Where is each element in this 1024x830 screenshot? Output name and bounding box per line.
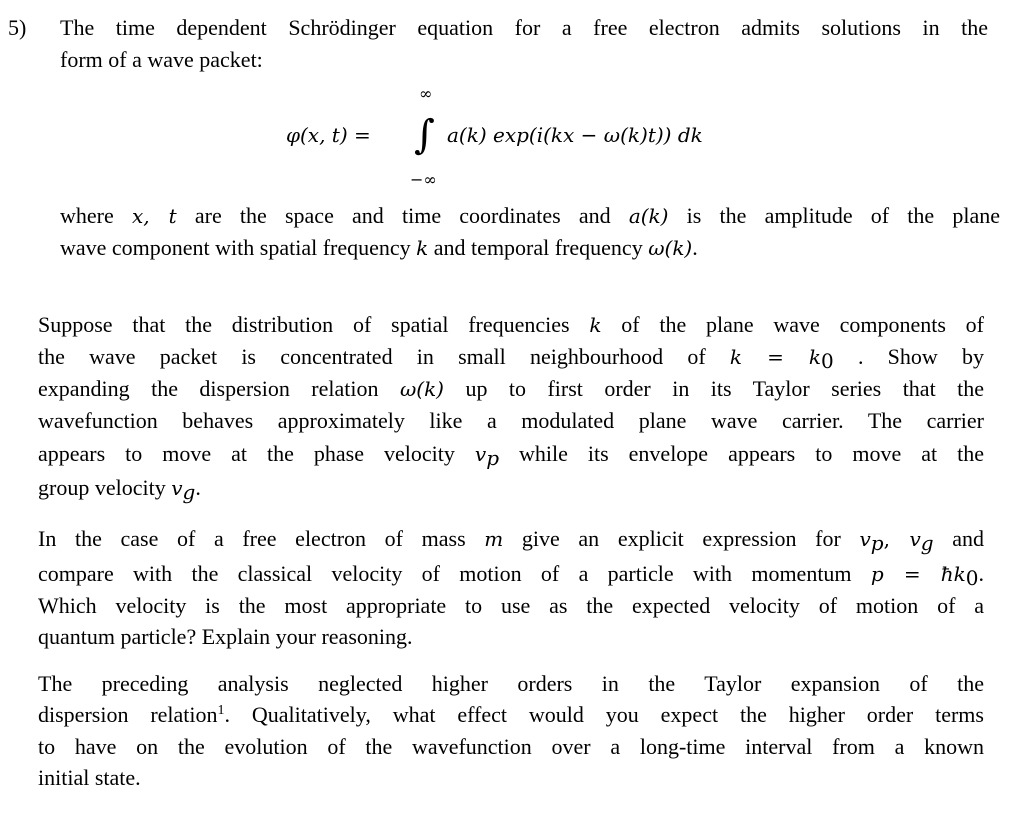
paragraph2-line-4: quantum particle? Explain your reasoning. xyxy=(38,624,413,649)
equation-lhs: φ(x, t) = xyxy=(286,123,371,147)
intro-line-2: form of a wave packet: xyxy=(60,47,263,72)
footnote-marker: 1 xyxy=(217,703,225,718)
integral-lower-limit: −∞ xyxy=(410,170,437,189)
definition-line-1: where x, t are the space and time coordinates and a(k) is the amplitude of the plane xyxy=(60,203,1001,228)
paragraph1-line-5: appears to move at the phase velocity $v_p$ while its envelope appears to move at the xyxy=(38,441,984,470)
problem-number: 5) xyxy=(8,15,27,40)
integrand: a(k) exp(i(kx − ω(k)t)) dk xyxy=(447,123,703,147)
paragraph1-line-1: Suppose that the distribution of spatial frequencies k of the plane wave components of xyxy=(38,312,984,337)
paragraph2-line-3: Which velocity is the most appropriate to use as the expected velocity of motion of a xyxy=(38,593,984,618)
paragraph1-line-2: the wave packet is concentrated in small neighbourhood of $k = k_0$ . Show by xyxy=(38,344,985,373)
intro-line-1: The time dependent Schrödinger equation for a free electron admits solutions in the xyxy=(60,15,988,40)
paragraph1-line-4: wavefunction behaves approximately like a modulated plane wave carrier. The carrier xyxy=(38,408,984,433)
paragraph1-line-3: expanding the dispersion relation ω(k) up to first order in its Taylor series that the xyxy=(38,376,985,401)
definition-line-2: wave component with spatial frequency k and temporal frequency ω(k). xyxy=(60,235,698,260)
paragraph3-line-4: initial state. xyxy=(38,765,141,790)
paragraph3-line-2: dispersion relation$^1$. Qualitatively, what effect would you expect the higher order terms xyxy=(38,702,984,727)
paragraph2-line-2: compare with the classical velocity of motion of a particle with momentum $p = ħk_0$. xyxy=(38,561,984,590)
integral-upper-limit: ∞ xyxy=(419,84,433,103)
integral-sign: ∫ xyxy=(414,112,435,158)
paragraph3-line-1: The preceding analysis neglected higher orders in the Taylor expansion of the xyxy=(38,671,984,696)
paragraph1-line-6: group velocity $v_g$. xyxy=(38,475,201,504)
paragraph2-line-1: In the case of a free electron of mass m give an explicit expression for $v_p$, $v_g$ and xyxy=(38,526,984,555)
paragraph3-line-3: to have on the evolution of the wavefunction over a long-time interval from a known xyxy=(38,734,984,759)
